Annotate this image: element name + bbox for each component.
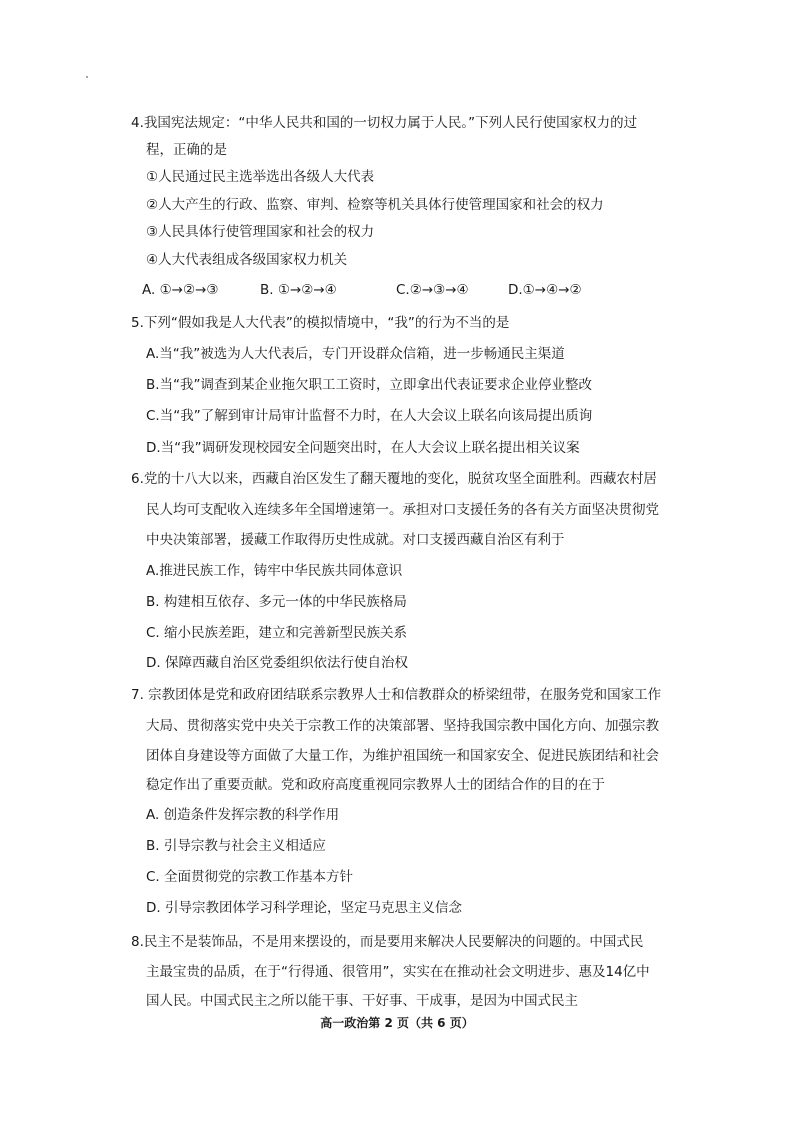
q4-item-1: ①人民通过民主选举选出各级人大代表 (146, 169, 375, 185)
q4-item-3: ③人民具体行使管理国家和社会的权力 (146, 224, 375, 240)
q8-stem-line-3: 国人民。中国式民主之所以能干事、干好事、干成事，是因为中国式民主 (146, 993, 578, 1009)
q6-option-d: D. 保障西藏自治区党委组织依法行使自治权 (146, 655, 408, 671)
q7-option-b: B. 引导宗教与社会主义相适应 (146, 838, 326, 854)
q7-stem-line-2: 大局、贯彻落实党中央关于宗教工作的决策部署、坚持我国宗教中国化方向、加强宗教 (146, 718, 659, 734)
q7-stem-line-4: 稳定作出了重要贡献。党和政府高度重视同宗教界人士的团结合作的目的在于 (146, 777, 605, 793)
q7-option-a: A. 创造条件发挥宗教的科学作用 (146, 807, 340, 823)
q5-option-c: C.当“我”了解到审计局审计监督不力时，在人大会议上联名向该局提出质询 (146, 408, 593, 424)
q4-options (142, 282, 622, 302)
q5-option-d: D.当“我”调研发现校园安全问题突出时，在人大会议上联名提出相关议案 (146, 440, 580, 456)
q5-option-a: A.当“我”被选为人大代表后，专门开设群众信箱，进一步畅通民主渠道 (146, 346, 565, 362)
page-footer: 高一政治第 2 页（共 6 页） (320, 1016, 474, 1030)
q4-option-d: D.①→④→② (508, 282, 582, 298)
q4-stem-line-1: 4.我国宪法规定：“中华人民共和国的一切权力属于人民。”下列人民行使国家权力的过 (131, 115, 638, 131)
q7-option-d: D. 引导宗教团体学习科学理论，坚定马克思主义信念 (146, 900, 462, 916)
q7-option-c: C. 全面贯彻党的宗教工作基本方针 (146, 869, 354, 885)
q4-option-b: B. ①→②→④ (260, 282, 337, 298)
q6-stem-line-2: 民人均可支配收入连续多年全国增速第一。承担对口支援任务的各有关方面坚决贯彻党 (146, 502, 659, 518)
q4-option-a: A. ①→②→③ (142, 282, 219, 298)
q6-option-a: A.推进民族工作，铸牢中华民族共同体意识 (146, 563, 403, 579)
q8-stem-line-1: 8.民主不是装饰品，不是用来摆设的，而是要用来解决人民要解决的问题的。中国式民 (131, 934, 644, 950)
q8-stem-line-2: 主最宝贵的品质，在于“行得通、很管用”，实实在在推动社会文明进步、惠及14亿中 (146, 964, 650, 980)
scan-speck (86, 76, 88, 78)
q4-option-c: C.②→③→④ (396, 282, 469, 298)
q7-stem-line-3: 团体自身建设等方面做了大量工作，为维护祖国统一和国家安全、促进民族团结和社会 (146, 748, 659, 764)
q5-stem: 5.下列“假如我是人大代表”的模拟情境中，“我”的行为不当的是 (131, 315, 510, 331)
q7-stem-line-1: 7. 宗教团体是党和政府团结联系宗教界人士和信教群众的桥梁纽带，在服务党和国家工作 (131, 687, 662, 703)
q4-stem-line-2: 程，正确的是 (146, 142, 227, 158)
q4-item-2: ②人大产生的行政、监察、审判、检察等机关具体行使管理国家和社会的权力 (146, 197, 604, 213)
q6-option-c: C. 缩小民族差距，建立和完善新型民族关系 (146, 625, 408, 641)
q6-option-b: B. 构建相互依存、多元一体的中华民族格局 (146, 594, 407, 610)
q6-stem-line-3: 中央决策部署，援藏工作取得历史性成就。对口支援西藏自治区有利于 (146, 532, 565, 548)
q6-stem-line-1: 6.党的十八大以来，西藏自治区发生了翻天覆地的变化，脱贫攻坚全面胜利。西藏农村居 (131, 471, 657, 487)
q5-option-b: B.当“我”调查到某企业拖欠职工工资时，立即拿出代表证要求企业停业整改 (146, 377, 593, 393)
q4-item-4: ④人大代表组成各级国家权力机关 (146, 252, 348, 268)
